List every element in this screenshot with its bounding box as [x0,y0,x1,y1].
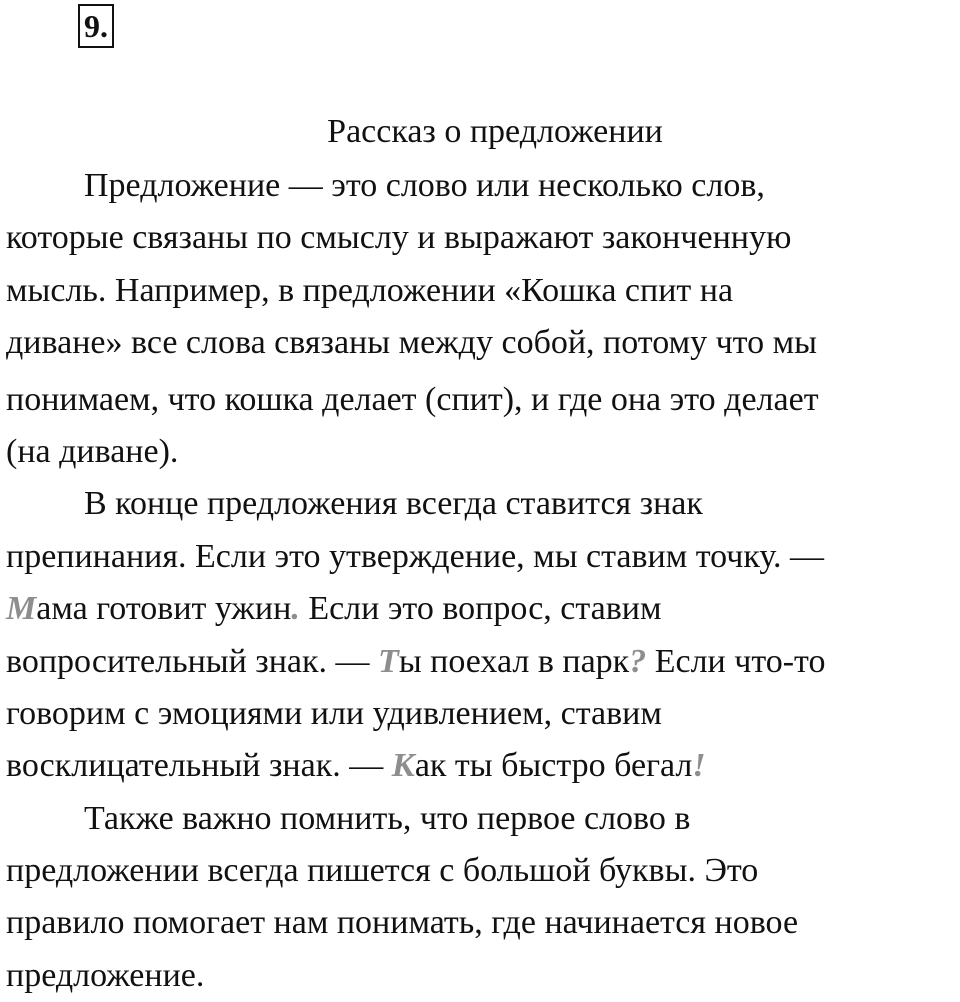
text-line: предложение. [6,956,205,994]
text-line: В конце предложения всегда ставится знак [84,485,703,523]
example-text: ы поехал в парк [398,642,630,680]
text-line: понимаем, что кошка делает (спит), и где она это делает [6,380,819,418]
text-body [6,160,958,1002]
example-punctuation-mark: . [291,590,300,628]
text-line: предложении всегда пишется с большой буквы. Это [6,852,759,890]
text-line: говорим с эмоциями или удивлением, ставим [6,694,662,732]
example-punctuation-mark: ? [629,642,647,680]
example-capital-letter: М [6,590,37,628]
text-line: (на диване). [6,432,179,470]
text-line: Предложение — это слово или несколько слов, [84,167,765,204]
text-fragment: восклицательный знак. — [6,747,392,785]
text-line [6,583,958,635]
text-line: которые связаны по смыслу и выражают законченную [6,219,792,257]
text-line: диване» все слова связаны между собой, потому что мы [6,324,817,362]
text-line [6,740,958,792]
example-capital-letter: К [391,747,415,785]
text-line: Также важно помнить, что первое слово в [84,799,691,837]
text-line [6,636,958,688]
example-text: ама готовит ужин [36,590,292,628]
example-punctuation-mark: ! [692,747,706,785]
text-fragment: Если это вопрос, ставим [299,590,662,628]
text-line: правило помогает нам понимать, где начинается новое [6,904,799,942]
text-fragment: вопросительный знак. — [6,642,379,680]
text-title: Рассказ о предложении [327,113,663,150]
example-capital-letter: Т [378,642,399,680]
example-text: ак ты быстро бегал [414,747,693,785]
task-number: 9. [78,4,114,48]
text-line: мысль. Например, в предложении «Кошка спит на [6,271,734,309]
text-line: препинания. Если это утверждение, мы ставим точку. — [6,537,825,575]
text-fragment: Если что-то [646,642,826,680]
